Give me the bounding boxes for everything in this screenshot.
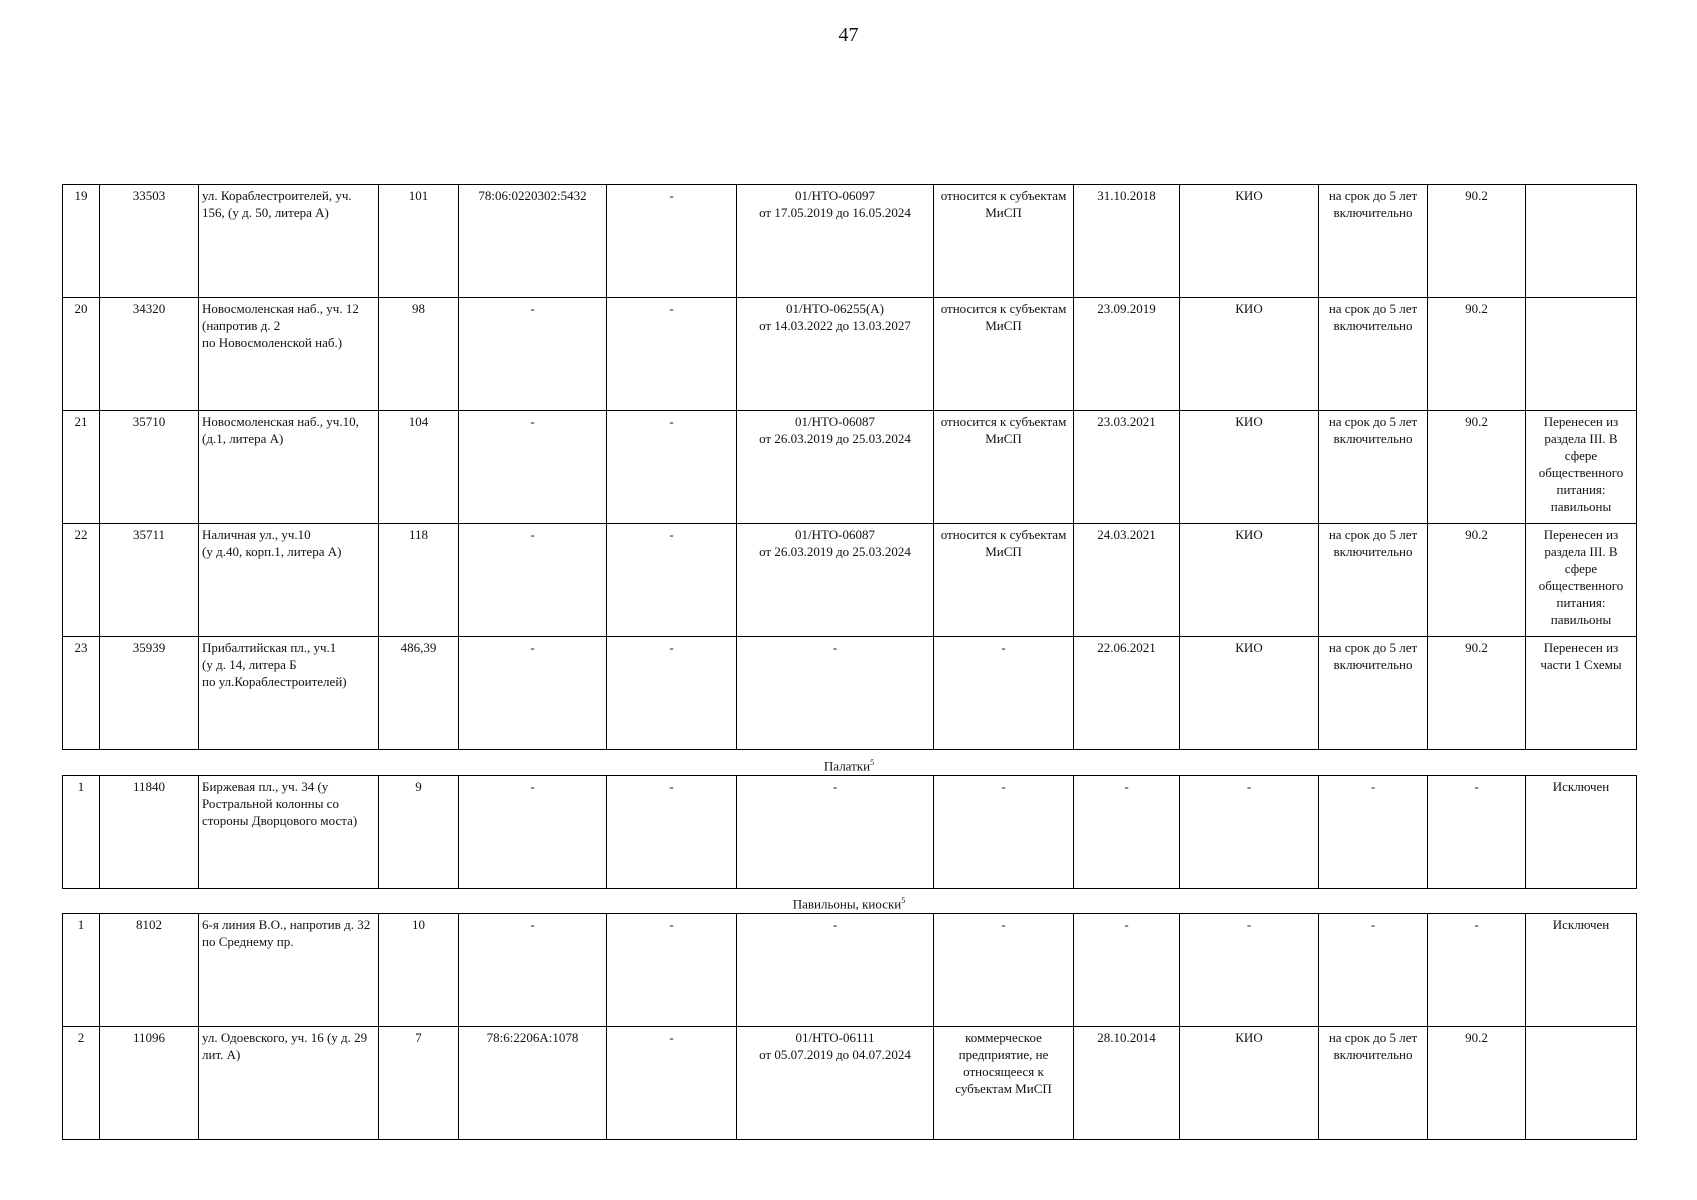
cell-col6: -: [607, 298, 737, 411]
cell-code: 90.2: [1428, 185, 1526, 298]
tents-table: [62, 775, 1637, 889]
cell-org: КИО: [1180, 637, 1319, 750]
cell-address: Прибалтийская пл., уч.1 (у д. 14, литера Б по ул.Кораблестроителей): [199, 637, 379, 750]
cell-area: 486,39: [379, 637, 459, 750]
cell-date: 28.10.2014: [1074, 1027, 1180, 1140]
section-pavilions-label: Павильоны, киоски: [792, 896, 902, 912]
cell-contract: 01/НТО-06097 от 17.05.2019 до 16.05.2024: [737, 185, 934, 298]
cell-status: -: [934, 776, 1074, 889]
cell-contract: 01/НТО-06255(А) от 14.03.2022 до 13.03.2027: [737, 298, 934, 411]
cell-n: 20: [63, 298, 100, 411]
cell-n: 21: [63, 411, 100, 524]
cell-status: -: [934, 637, 1074, 750]
cell-note: Перенесен из раздела III. В сфере общественного питания: павильоны: [1526, 411, 1637, 524]
cell-col6: -: [607, 914, 737, 1027]
cell-code: 90.2: [1428, 637, 1526, 750]
table-row: [63, 411, 1637, 524]
cell-status: относится к субъектам МиСП: [934, 524, 1074, 637]
cell-cadastral: -: [459, 411, 607, 524]
cell-col6: -: [607, 1027, 737, 1140]
cell-date: 23.03.2021: [1074, 411, 1180, 524]
cell-address: Новосмоленская наб., уч.10, (д.1, литера А): [199, 411, 379, 524]
cell-note: [1526, 1027, 1637, 1140]
cell-n: 19: [63, 185, 100, 298]
cell-col6: -: [607, 637, 737, 750]
cell-date: 23.09.2019: [1074, 298, 1180, 411]
cell-note: Исключен: [1526, 776, 1637, 889]
cell-id: 34320: [100, 298, 199, 411]
table-row: [63, 776, 1637, 889]
cell-date: 22.06.2021: [1074, 637, 1180, 750]
cell-term: на срок до 5 лет включительно: [1319, 524, 1428, 637]
cell-term: -: [1319, 776, 1428, 889]
table-row: [63, 185, 1637, 298]
cell-address: 6-я линия В.О., напротив д. 32 по Среднему пр.: [199, 914, 379, 1027]
cell-contract: 01/НТО-06111 от 05.07.2019 до 04.07.2024: [737, 1027, 934, 1140]
cell-date: -: [1074, 776, 1180, 889]
cell-address: Биржевая пл., уч. 34 (у Ростральной колонны со стороны Дворцового моста): [199, 776, 379, 889]
section-title-pavilions: [62, 893, 1636, 912]
cell-col6: -: [607, 776, 737, 889]
cell-status: относится к субъектам МиСП: [934, 298, 1074, 411]
cell-term: на срок до 5 лет включительно: [1319, 1027, 1428, 1140]
cell-col6: -: [607, 185, 737, 298]
cell-code: 90.2: [1428, 411, 1526, 524]
cell-note: [1526, 298, 1637, 411]
cell-address: Новосмоленская наб., уч. 12 (напротив д. 2 по Новосмоленской наб.): [199, 298, 379, 411]
cell-cadastral: -: [459, 298, 607, 411]
cell-status: относится к субъектам МиСП: [934, 185, 1074, 298]
cell-note: [1526, 185, 1637, 298]
cell-n: 1: [63, 914, 100, 1027]
cell-code: -: [1428, 776, 1526, 889]
cell-note: Перенесен из раздела III. В сфере общественного питания: павильоны: [1526, 524, 1637, 637]
section-pavilions-footnote: 5: [901, 896, 906, 905]
table-row: [63, 524, 1637, 637]
cell-cadastral: -: [459, 524, 607, 637]
cell-area: 104: [379, 411, 459, 524]
cell-id: 35939: [100, 637, 199, 750]
cell-status: -: [934, 914, 1074, 1027]
cell-id: 8102: [100, 914, 199, 1027]
cell-contract: -: [737, 776, 934, 889]
cell-cadastral: -: [459, 914, 607, 1027]
cell-date: 24.03.2021: [1074, 524, 1180, 637]
cell-date: 31.10.2018: [1074, 185, 1180, 298]
objects-table: [62, 184, 1637, 750]
cell-area: 10: [379, 914, 459, 1027]
cell-id: 11096: [100, 1027, 199, 1140]
section-tents-footnote: 5: [870, 758, 875, 767]
cell-id: 33503: [100, 185, 199, 298]
cell-org: КИО: [1180, 524, 1319, 637]
cell-area: 7: [379, 1027, 459, 1140]
table-row: [63, 298, 1637, 411]
cell-term: на срок до 5 лет включительно: [1319, 411, 1428, 524]
table-row: [63, 914, 1637, 1027]
cell-note: Исключен: [1526, 914, 1637, 1027]
page-number: 47: [838, 24, 859, 46]
cell-contract: -: [737, 914, 934, 1027]
cell-address: ул. Кораблестроителей, уч. 156, (у д. 50, литера А): [199, 185, 379, 298]
section-tents-label: Палатки: [823, 758, 871, 774]
cell-cadastral: -: [459, 637, 607, 750]
cell-id: 11840: [100, 776, 199, 889]
cell-id: 35711: [100, 524, 199, 637]
cell-id: 35710: [100, 411, 199, 524]
cell-address: Наличная ул., уч.10 (у д.40, корп.1, литера А): [199, 524, 379, 637]
cell-org: -: [1180, 776, 1319, 889]
cell-contract: 01/НТО-06087 от 26.03.2019 до 25.03.2024: [737, 524, 934, 637]
cell-status: относится к субъектам МиСП: [934, 411, 1074, 524]
cell-code: -: [1428, 914, 1526, 1027]
cell-cadastral: 78:06:0220302:5432: [459, 185, 607, 298]
cell-col6: -: [607, 411, 737, 524]
section-title-tents: [62, 755, 1636, 774]
cell-area: 98: [379, 298, 459, 411]
table-row: [63, 1027, 1637, 1140]
cell-status: коммерческое предприятие, не относящееся к субъектам МиСП: [934, 1027, 1074, 1140]
cell-org: КИО: [1180, 185, 1319, 298]
cell-org: -: [1180, 914, 1319, 1027]
cell-contract: 01/НТО-06087 от 26.03.2019 до 25.03.2024: [737, 411, 934, 524]
cell-area: 101: [379, 185, 459, 298]
cell-cadastral: -: [459, 776, 607, 889]
cell-term: -: [1319, 914, 1428, 1027]
cell-code: 90.2: [1428, 1027, 1526, 1140]
cell-contract: -: [737, 637, 934, 750]
table-row: [63, 637, 1637, 750]
cell-area: 9: [379, 776, 459, 889]
cell-org: КИО: [1180, 1027, 1319, 1140]
cell-date: -: [1074, 914, 1180, 1027]
cell-note: Перенесен из части 1 Схемы: [1526, 637, 1637, 750]
cell-term: на срок до 5 лет включительно: [1319, 637, 1428, 750]
cell-org: КИО: [1180, 411, 1319, 524]
cell-term: на срок до 5 лет включительно: [1319, 298, 1428, 411]
cell-code: 90.2: [1428, 298, 1526, 411]
cell-org: КИО: [1180, 298, 1319, 411]
cell-n: 2: [63, 1027, 100, 1140]
cell-address: ул. Одоевского, уч. 16 (у д. 29 лит. А): [199, 1027, 379, 1140]
cell-n: 23: [63, 637, 100, 750]
cell-col6: -: [607, 524, 737, 637]
cell-code: 90.2: [1428, 524, 1526, 637]
pavilions-table: [62, 913, 1637, 1140]
cell-cadastral: 78:6:2206А:1078: [459, 1027, 607, 1140]
cell-n: 1: [63, 776, 100, 889]
cell-term: на срок до 5 лет включительно: [1319, 185, 1428, 298]
cell-area: 118: [379, 524, 459, 637]
cell-n: 22: [63, 524, 100, 637]
